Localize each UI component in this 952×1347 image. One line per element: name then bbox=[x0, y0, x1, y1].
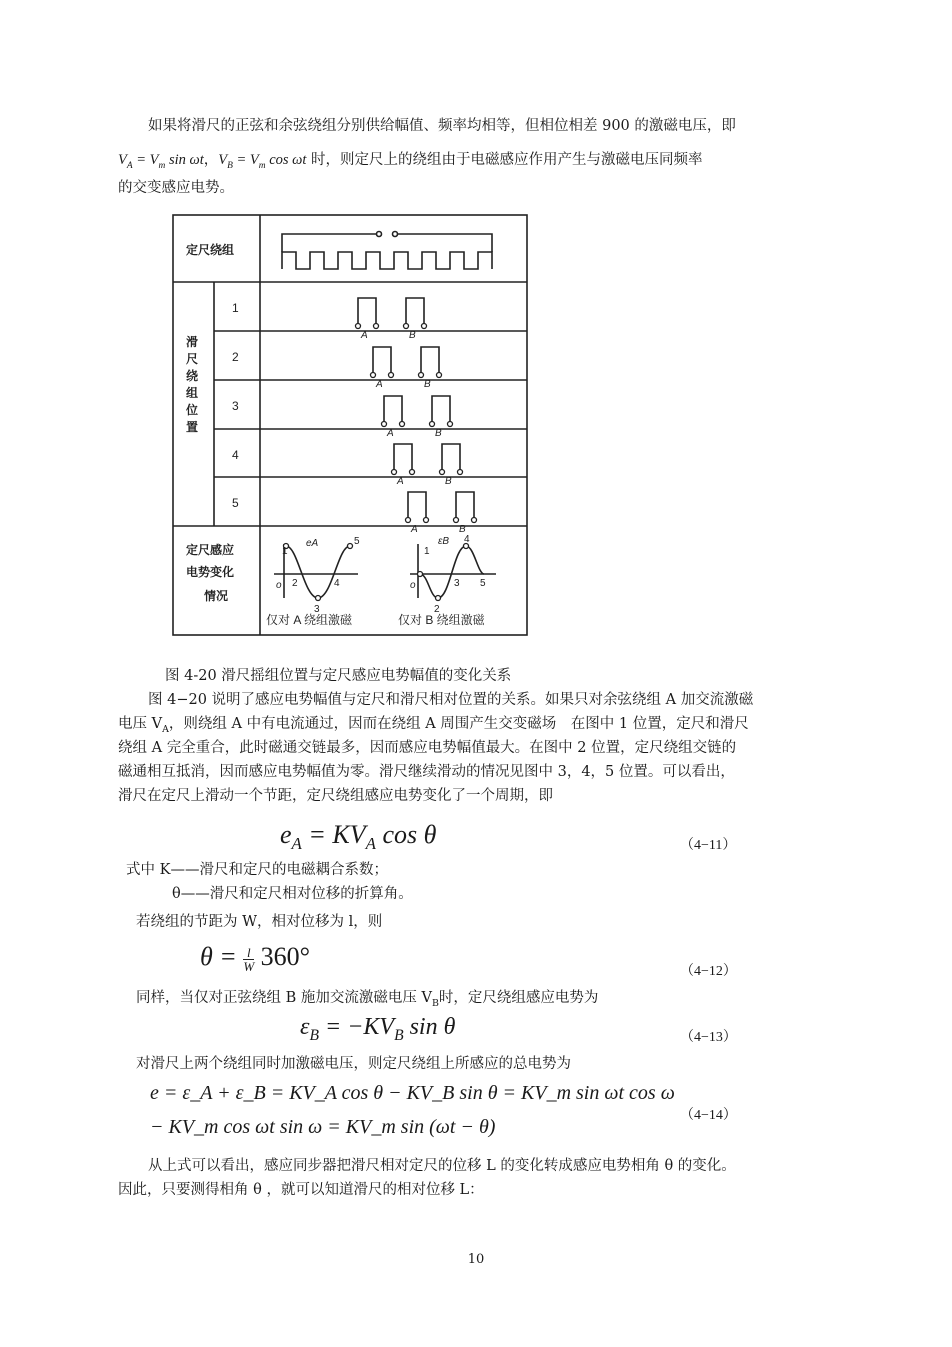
wave-a-point-4: 4 bbox=[334, 578, 340, 589]
emf-label-line-3: 情况 bbox=[204, 589, 229, 603]
intro-line-2: $V_A = V_m$ sin ωt，$V_B = V_m$ cos ωt 时，则定尺上的绕组由于电磁感应作用产生与激磁电压同频率 bbox=[118, 152, 703, 171]
equation-4-13: $\varepsilon_B = -KV_B$ sin θ bbox=[300, 1014, 456, 1044]
same-line: 同样，当仅对正弦绕组 B 施加交流激磁电压 $V_B$时，定尺绕组感应电势为 bbox=[136, 990, 599, 1009]
equation-4-14-line-2: − KV_m cos ωt sin ω = KV_m sin (ωt − θ) bbox=[150, 1116, 496, 1138]
svg-text:A: A bbox=[411, 524, 418, 535]
emf-label-line-1: 定尺感应 bbox=[186, 543, 235, 557]
wave-a-point-5: 5 bbox=[354, 536, 360, 547]
svg-text:B: B bbox=[459, 524, 466, 535]
svg-text:A: A bbox=[397, 476, 404, 487]
wave-b-origin: o bbox=[410, 580, 416, 591]
row-5-label: 5 bbox=[232, 496, 239, 510]
para1-line-1: 图 4−20 说明了感应电势幅值与定尺和滑尺相对位置的关系。如果只对余弦绕组 A 加交流激磁 bbox=[148, 692, 754, 708]
conclusion-line-1: 从上式可以看出，感应同步器把滑尺相对定尺的位移 L 的变化转成感应电势相角 θ 的变化。 bbox=[148, 1158, 736, 1174]
wave-a-origin: o bbox=[276, 580, 282, 591]
equation-4-13-number: （4−13） bbox=[680, 1030, 737, 1045]
slider-position-label: 滑尺绕组位置 bbox=[186, 335, 199, 434]
svg-text:A: A bbox=[376, 379, 383, 390]
svg-text:B: B bbox=[435, 428, 442, 439]
para1-line-2: 电压 $V_A$，则绕组 A 中有电流通过，因而在绕组 A 周围产生交变磁场 在图中 1 位置，定尺和滑尺 bbox=[118, 716, 749, 735]
coil-a-label: A bbox=[361, 330, 368, 341]
wave-a-point-3: 3 bbox=[314, 604, 320, 615]
emf-label-line-2: 电势变化 bbox=[186, 565, 235, 579]
wave-a-point-1: 1 bbox=[282, 546, 288, 557]
equation-4-11-number: （4−11） bbox=[680, 838, 737, 853]
wave-b-point-1: 1 bbox=[424, 546, 430, 557]
row-3-label: 3 bbox=[232, 399, 239, 413]
equation-4-12: θ = $\frac{l}{W}$ 360° bbox=[200, 942, 311, 974]
wave-b-point-3: 3 bbox=[454, 578, 460, 589]
svg-text:B: B bbox=[445, 476, 452, 487]
where-k-line: 式中 K——滑尺和定尺的电磁耦合系数； bbox=[126, 862, 388, 878]
page-number: 10 bbox=[467, 1252, 485, 1267]
intro-line-2-tail: 时，则定尺上的绕组由于电磁感应作用产生与激磁电压同频率 bbox=[311, 152, 703, 168]
wave-a-symbol: eA bbox=[306, 538, 319, 549]
winding-position-figure bbox=[172, 214, 528, 636]
para1-line-5: 滑尺在定尺上滑动一个节距，定尺绕组感应电势变化了一个周期，即 bbox=[118, 788, 553, 804]
where-theta-line: θ——滑尺和定尺相对位移的折算角。 bbox=[172, 886, 413, 902]
equation-4-12-number: （4−12） bbox=[680, 964, 737, 979]
wave-b-symbol: εB bbox=[438, 536, 450, 547]
equation-4-14-number: （4−14） bbox=[680, 1108, 737, 1123]
intro-line-3: 的交变感应电势。 bbox=[118, 180, 234, 196]
svg-text:A: A bbox=[387, 428, 394, 439]
row-2-label: 2 bbox=[232, 350, 239, 364]
equation-4-14-line-1: e = ε_A + ε_B = KV_A cos θ − KV_B sin θ = KV_m sin ωt cos ω bbox=[150, 1082, 675, 1104]
row-4-label: 4 bbox=[232, 448, 239, 462]
caption-b-excitation: 仅对 B 绕组激磁 bbox=[398, 613, 485, 627]
caption-a-excitation: 仅对 A 绕组激磁 bbox=[266, 613, 353, 627]
wave-a-point-2: 2 bbox=[292, 578, 298, 589]
figure-caption: 图 4-20 滑尺摇组位置与定尺感应电势幅值的变化关系 bbox=[165, 668, 512, 684]
equation-4-11: $e_A = KV_A$ cos θ bbox=[280, 820, 437, 854]
svg-text:B: B bbox=[424, 379, 431, 390]
va-formula: $V_A = V_m$ sin ωt bbox=[118, 152, 204, 171]
coil-b-label: B bbox=[409, 330, 416, 341]
intro-line-1: 如果将滑尺的正弦和余弦绕组分别供给幅值、频率均相等，但相位相差 900 的激磁电压，即 bbox=[148, 118, 736, 134]
para1-line-4: 磁通相互抵消，因而感应电势幅值为零。滑尺继续滑动的情况见图中 3，4，5 位置。可以看出， bbox=[118, 764, 735, 780]
total-emf-line: 对滑尺上两个绕组同时加激磁电压，则定尺绕组上所感应的总电势为 bbox=[136, 1056, 571, 1072]
wave-b-point-5: 5 bbox=[480, 578, 486, 589]
row-1-label: 1 bbox=[232, 301, 239, 315]
wave-b-point-2: 2 bbox=[434, 604, 440, 615]
pitch-line: 若绕组的节距为 W，相对位移为 l，则 bbox=[136, 914, 383, 930]
fraction-l-over-w: $\frac{l}{W}$ bbox=[243, 944, 255, 974]
para1-line-3: 绕组 A 完全重合，此时磁通交链最多，因而感应电势幅值最大。在图中 2 位置，定尺绕组交链的 bbox=[118, 740, 737, 756]
vb-formula: $V_B = V_m$ cos ωt bbox=[218, 152, 307, 171]
conclusion-line-2: 因此，只要测得相角 θ ，就可以知道滑尺的相对位移 L： bbox=[118, 1182, 484, 1198]
stator-winding-label: 定尺绕组 bbox=[186, 243, 235, 257]
wave-b-point-4: 4 bbox=[464, 534, 470, 545]
